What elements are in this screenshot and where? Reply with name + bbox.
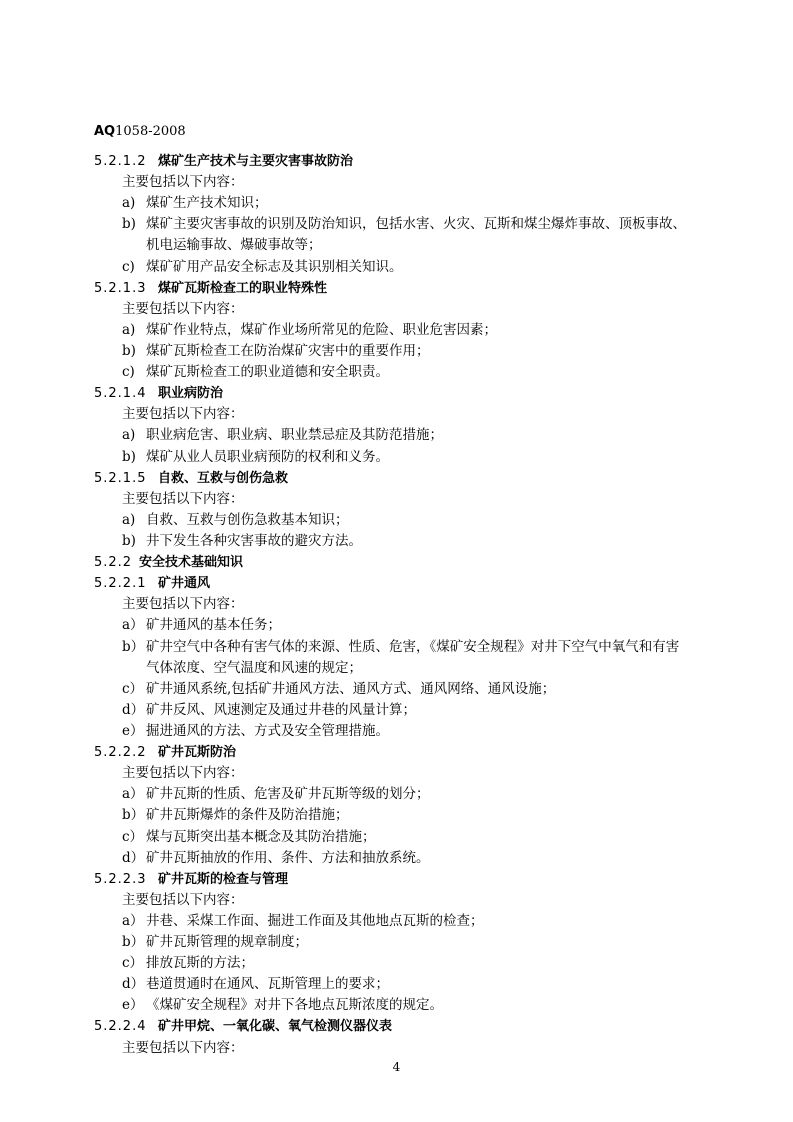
section-heading xyxy=(94,468,714,489)
intro-text: 主要包括以下内容： xyxy=(122,1039,244,1056)
intro-text: 主要包括以下内容： xyxy=(122,490,244,507)
section-number: 5.2.1.5 xyxy=(94,470,147,486)
list-item xyxy=(94,510,714,531)
list-item-text: 矿井通风的基本任务； xyxy=(146,617,281,634)
list-item-label: c) xyxy=(122,364,135,381)
list-item-label: b） xyxy=(122,934,145,951)
list-item xyxy=(94,214,714,235)
section-number: 5.2.1.4 xyxy=(94,386,147,402)
list-item xyxy=(94,257,714,278)
section-heading xyxy=(94,573,714,594)
intro-text: 主要包括以下内容： xyxy=(122,596,244,613)
intro-text: 主要包括以下内容： xyxy=(122,174,244,191)
list-item-label: b) xyxy=(122,216,136,233)
document-body xyxy=(94,151,714,1059)
section-heading xyxy=(94,383,714,404)
section-title: 矿井通风 xyxy=(158,576,211,592)
list-item-label: c) xyxy=(122,258,135,275)
section-title: 煤矿瓦斯检查工的职业特殊性 xyxy=(158,280,328,296)
list-item-text: 矿井瓦斯的性质、危害及矿井瓦斯等级的划分； xyxy=(146,786,430,803)
list-item xyxy=(94,848,714,869)
section-heading xyxy=(94,1016,714,1037)
section-heading xyxy=(94,552,714,573)
list-item-text: 自救、互救与创伤急救基本知识； xyxy=(146,511,349,528)
section-number: 5.2.1.3 xyxy=(94,280,147,296)
list-item xyxy=(94,932,714,953)
section-number: 5.2.2.4 xyxy=(94,1019,147,1035)
list-item xyxy=(94,911,714,932)
list-item-label: e） xyxy=(122,997,144,1014)
section-heading xyxy=(94,151,714,172)
list-item-text: 矿井空气中各种有害气体的来源、性质、危害，《煤矿安全规程》对井下空气中氧气和有害 xyxy=(146,638,680,655)
list-item-label: a) xyxy=(122,427,136,444)
section-number: 5.2.2.1 xyxy=(94,576,147,592)
list-item xyxy=(94,193,714,214)
list-item xyxy=(94,953,714,974)
section-title: 安全技术基础知识 xyxy=(139,555,244,571)
list-item xyxy=(94,447,714,468)
list-item-text: 井下发生各种灾害事故的避灾方法。 xyxy=(146,532,362,549)
list-item xyxy=(94,805,714,826)
document-code-prefix: AQ xyxy=(94,124,116,139)
section-title: 矿井瓦斯的检查与管理 xyxy=(158,871,289,887)
section-title: 矿井甲烷、一氧化碳、氧气检测仪器仪表 xyxy=(158,1019,393,1035)
list-item xyxy=(94,425,714,446)
list-item-label: b） xyxy=(122,807,145,824)
section-heading xyxy=(94,278,714,299)
list-item-text: 煤矿瓦斯检查工在防治煤矿灾害中的重要作用； xyxy=(146,342,430,359)
section-heading xyxy=(94,869,714,890)
section-number: 5.2.2.3 xyxy=(94,871,147,887)
list-item-continuation: 气体浓度、空气温度和风速的规定； xyxy=(146,659,362,676)
list-item-text: 矿井反风、风速测定及通过井巷的风量计算； xyxy=(146,701,416,718)
list-item xyxy=(94,721,714,742)
page-number: 4 xyxy=(392,1060,401,1074)
section-title: 煤矿生产技术与主要灾害事故防治 xyxy=(158,154,354,169)
list-item xyxy=(94,637,714,658)
list-item-label: a) xyxy=(122,195,136,212)
list-item xyxy=(94,531,714,552)
list-item-text: 煤与瓦斯突出基本概念及其防治措施； xyxy=(146,828,376,845)
list-item-label: a) xyxy=(122,321,136,338)
section-number: 5.2.1.2 xyxy=(94,154,147,169)
list-item-continuation: 机电运输事故、爆破事故等； xyxy=(146,237,322,254)
document-code-number: 1058-2008 xyxy=(115,124,186,139)
section-number: 5.2.2.2 xyxy=(94,745,147,761)
section-title: 职业病防治 xyxy=(158,386,224,402)
list-item-text: 煤矿生产技术知识； xyxy=(146,195,268,212)
intro-text: 主要包括以下内容： xyxy=(122,406,244,423)
list-item-text: 职业病危害、职业病、职业禁忌症及其防范措施； xyxy=(146,427,443,444)
list-item-label: b) xyxy=(122,532,136,549)
section-title: 自救、互救与创伤急救 xyxy=(158,470,289,486)
list-item-text: 煤矿从业人员职业病预防的权利和义务。 xyxy=(146,448,389,465)
list-item-text: 巷道贯通时在通风、瓦斯管理上的要求； xyxy=(146,976,389,993)
list-item-label: b) xyxy=(122,342,136,359)
section-title: 矿井瓦斯防治 xyxy=(158,745,237,761)
list-item xyxy=(94,615,714,636)
list-item-label: c） xyxy=(122,955,144,972)
list-item-label: a） xyxy=(122,912,144,929)
list-item xyxy=(94,974,714,995)
list-item-text: 井巷、采煤工作面、掘进工作面及其他地点瓦斯的检查； xyxy=(146,912,484,929)
list-item-text: 排放瓦斯的方法； xyxy=(146,955,254,972)
list-item-label: d） xyxy=(122,701,145,718)
list-item-text: 煤矿矿用产品安全标志及其识别相关知识。 xyxy=(146,258,403,275)
list-item-label: a) xyxy=(122,511,136,528)
list-item xyxy=(94,827,714,848)
list-item xyxy=(94,700,714,721)
list-item-text: 《煤矿安全规程》对井下各地点瓦斯浓度的规定。 xyxy=(146,997,443,1014)
list-item-text: 矿井通风系统,包括矿井通风方法、通风方式、通风网络、通风设施； xyxy=(146,680,556,697)
list-item-text: 矿井瓦斯爆炸的条件及防治措施； xyxy=(146,807,349,824)
list-item-label: d） xyxy=(122,976,145,993)
list-item xyxy=(94,995,714,1016)
list-item-label: b) xyxy=(122,448,136,465)
list-item xyxy=(94,679,714,700)
list-item-label: c） xyxy=(122,680,144,697)
list-item-text: 煤矿主要灾害事故的识别及防治知识，包括水害、火灾、瓦斯和煤尘爆炸事故、顶板事故、 xyxy=(146,216,686,233)
list-item-text: 煤矿作业特点，煤矿作业场所常见的危险、职业危害因素； xyxy=(146,321,497,338)
list-item xyxy=(94,320,714,341)
list-item-text: 矿井瓦斯抽放的作用、条件、方法和抽放系统。 xyxy=(146,849,430,866)
list-item-text: 煤矿瓦斯检查工的职业道德和安全职责。 xyxy=(146,364,389,381)
intro-text: 主要包括以下内容： xyxy=(122,300,244,317)
document-code xyxy=(94,124,186,139)
list-item-label: b） xyxy=(122,638,145,655)
list-item-label: a） xyxy=(122,617,144,634)
list-item-text: 矿井瓦斯管理的规章制度； xyxy=(146,934,308,951)
list-item-label: a） xyxy=(122,786,144,803)
list-item-label: e） xyxy=(122,722,144,739)
list-item xyxy=(94,362,714,383)
list-item-text: 掘进通风的方法、方式及安全管理措施。 xyxy=(146,722,389,739)
list-item-label: c） xyxy=(122,828,144,845)
list-item xyxy=(94,341,714,362)
list-item-label: d） xyxy=(122,849,145,866)
section-number: 5.2.2 xyxy=(94,555,133,571)
section-heading xyxy=(94,742,714,763)
list-item xyxy=(94,784,714,805)
intro-text: 主要包括以下内容： xyxy=(122,765,244,782)
intro-text: 主要包括以下内容： xyxy=(122,891,244,908)
